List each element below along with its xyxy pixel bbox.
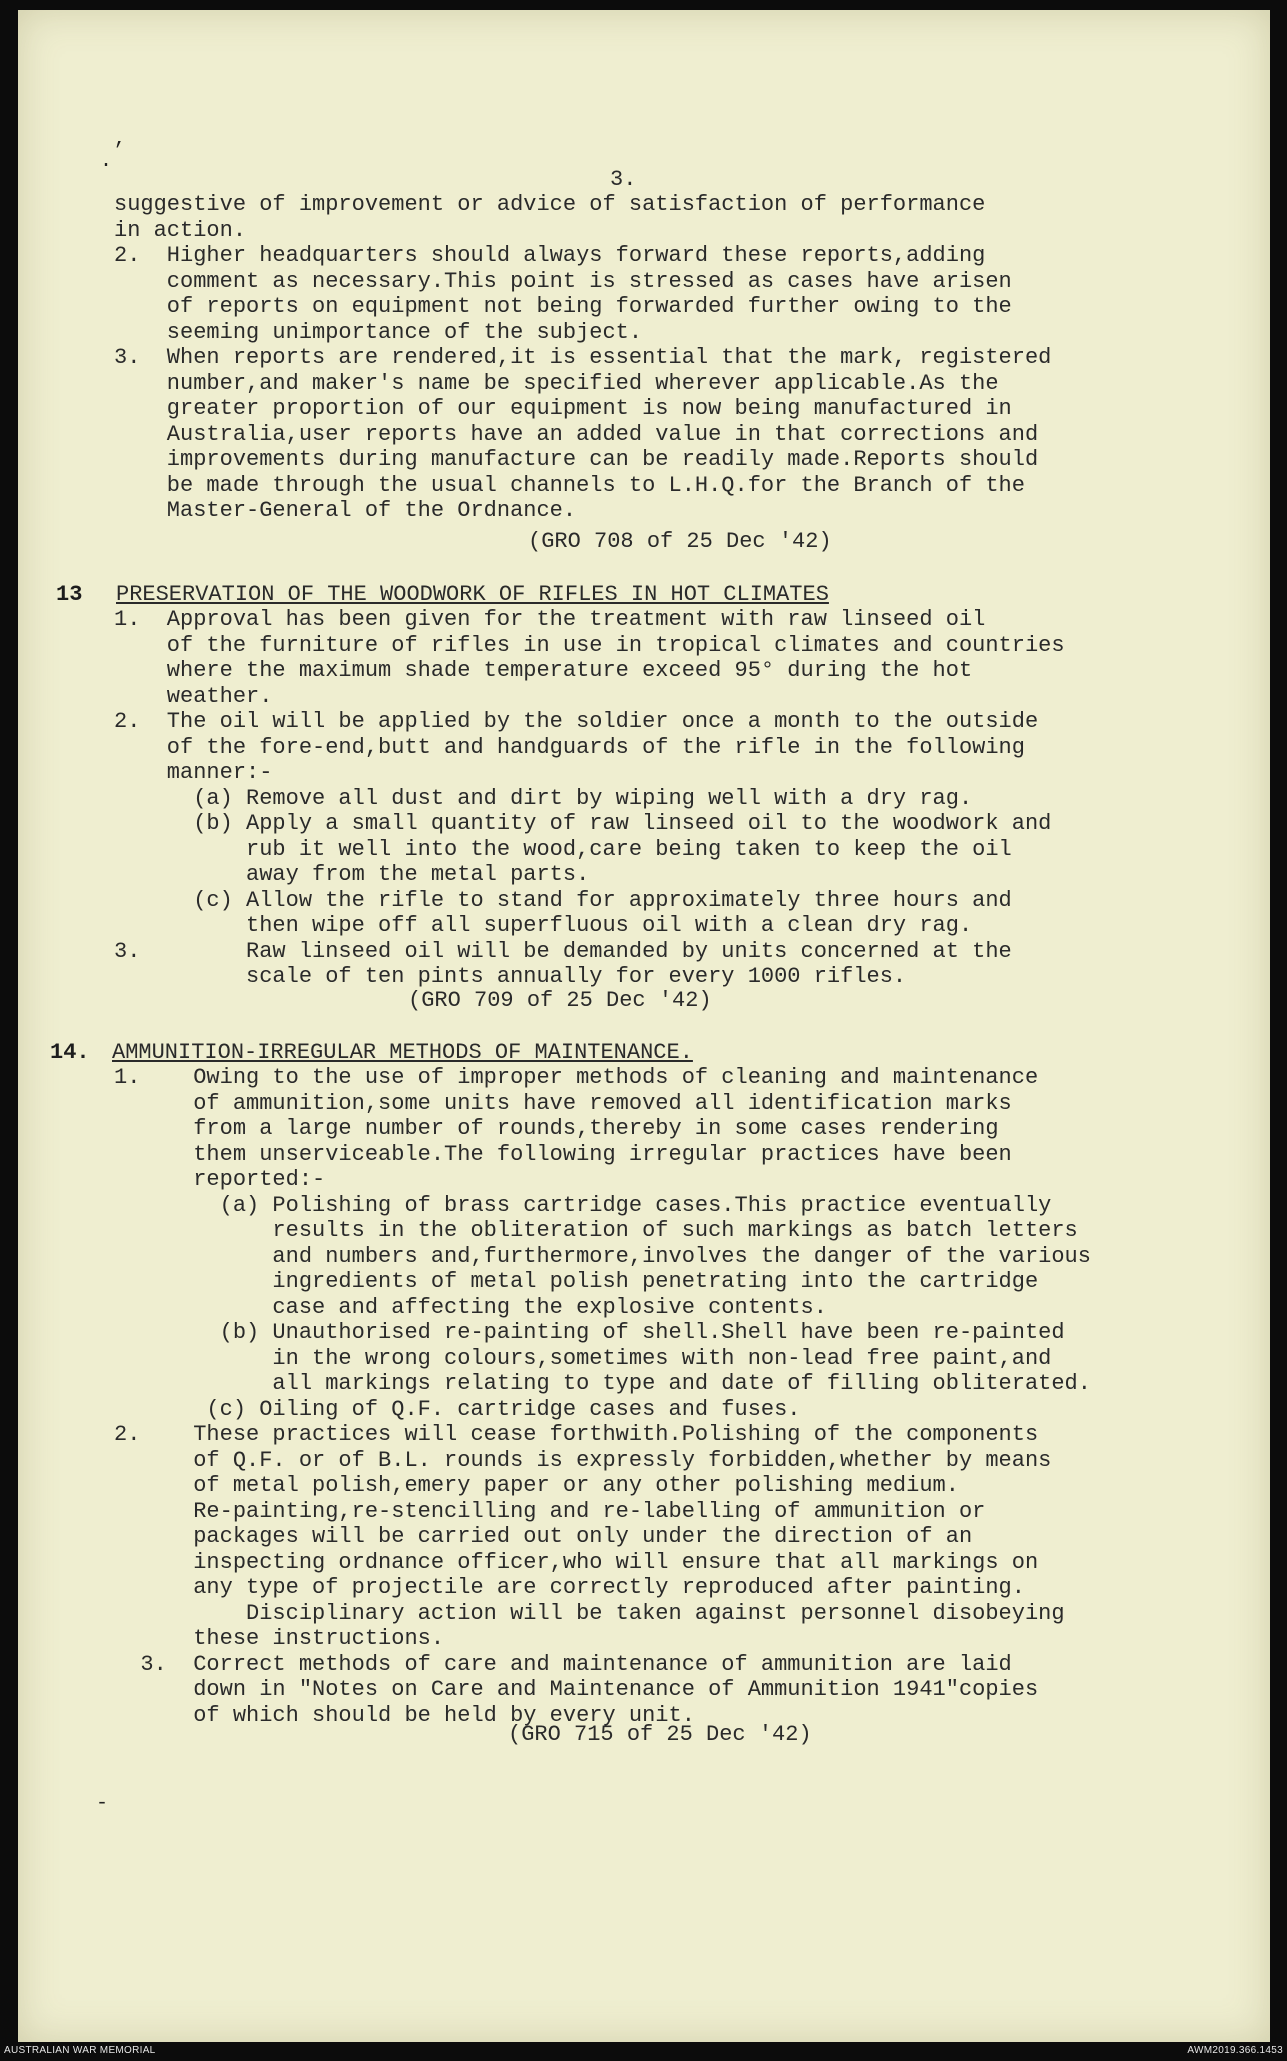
text-line: scale of ten pints annually for every 1000 rifles. [114, 964, 907, 989]
text-line: inspecting ordnance officer,who will ensure that all markings on [114, 1549, 1039, 1575]
text-line: weather. [114, 683, 273, 709]
text-line: (c) Oiling of Q.F. cartridge cases and fuses. [114, 1396, 801, 1422]
text-line: 3. When reports are rendered,it is essential that the mark, registered [114, 345, 1052, 370]
text-line: 2. Higher headquarters should always forward these reports,adding [114, 243, 986, 268]
text-line: (a) Remove all dust and dirt by wiping well with a dry rag. [114, 785, 973, 811]
text-line: number,and maker's name be specified wherever applicable.As the [114, 370, 999, 396]
text-line: comment as necessary.This point is stressed as cases have arisen [114, 268, 1012, 294]
text-line: Australia,user reports have an added value in that corrections and [114, 421, 1039, 447]
text-line: (c) Allow the rifle to stand for approximately three hours and [114, 887, 1012, 913]
gro-reference: (GRO 715 of 25 Dec '42) [508, 1722, 812, 1747]
text-line: case and affecting the explosive contents. [114, 1294, 827, 1320]
text-line: and numbers and,furthermore,involves the danger of the various [114, 1243, 1091, 1269]
text-line: away from the metal parts. [114, 862, 590, 887]
margin-mark: . [100, 150, 113, 173]
text-line: in action. [114, 217, 247, 243]
text-line: of which should be held by every unit. [114, 1702, 695, 1728]
text-line: 2. These practices will cease forthwith.Polishing of the components [114, 1422, 1039, 1447]
archive-id: AWM2019.366.1453 [1187, 2045, 1283, 2056]
text-line: (b) Apply a small quantity of raw linseed oil to the woodwork and [114, 811, 1052, 836]
text-line: of ammunition,some units have removed all identification marks [114, 1090, 1012, 1116]
text-line: suggestive of improvement or advice of satisfaction of performance [114, 192, 986, 217]
text-line: results in the obliteration of such markings as batch letters [114, 1218, 1078, 1243]
gro-reference: (GRO 709 of 25 Dec '42) [408, 988, 712, 1013]
text-line: Disciplinary action will be taken against personnel disobeying [114, 1600, 1065, 1626]
text-line: rub it well into the wood,care being taken to keep the oil [114, 836, 1012, 862]
text-line: ingredients of metal polish penetrating into the cartridge [114, 1269, 1039, 1294]
text-line: of reports on equipment not being forwarded further owing to the [114, 294, 1012, 319]
text-line: of the fore-end,butt and handguards of the rifle in the following [114, 734, 1025, 760]
text-line: of metal polish,emery paper or any other polishing medium. [114, 1473, 959, 1498]
margin-mark: , [114, 128, 127, 151]
text-line: Master-General of the Ordnance. [114, 498, 577, 523]
text-line: 3. Raw linseed oil will be demanded by units concerned at the [114, 938, 1012, 964]
text-line: (a) Polishing of brass cartridge cases.This practice eventually [114, 1192, 1052, 1218]
text-line: 2. The oil will be applied by the soldier once a month to the outside [114, 709, 1039, 734]
text-line: greater proportion of our equipment is now being manufactured in [114, 396, 1012, 421]
text-line: improvements during manufacture can be readily made.Reports should [114, 447, 1039, 472]
text-line: manner:- [114, 760, 273, 785]
document-page [18, 10, 1270, 2042]
section-number: 14. [50, 1040, 90, 1065]
section-title: AMMUNITION-IRREGULAR METHODS OF MAINTENANCE. [112, 1040, 693, 1065]
text-line: packages will be carried out only under the direction of an [114, 1524, 973, 1549]
text-line: of Q.F. or of B.L. rounds is expressly forbidden,whether by means [114, 1447, 1052, 1473]
page-number: 3. [610, 167, 637, 192]
margin-mark: - [96, 1792, 109, 1815]
text-line: these instructions. [114, 1626, 445, 1651]
text-line: any type of projectile are correctly reproduced after painting. [114, 1575, 1025, 1600]
text-line: in the wrong colours,sometimes with non-lead free paint,and [114, 1345, 1052, 1371]
section-number: 13 [56, 582, 83, 607]
archive-label: AUSTRALIAN WAR MEMORIAL [4, 2045, 156, 2056]
text-line: all markings relating to type and date of filling obliterated. [114, 1371, 1091, 1396]
typed-text [50, 10, 1248, 1747]
text-line: (b) Unauthorised re-painting of shell.Shell have been re-painted [114, 1320, 1065, 1345]
text-line: be made through the usual channels to L.H.Q.for the Branch of the [114, 472, 1025, 498]
text-line: Re-painting,re-stencilling and re-labelling of ammunition or [114, 1498, 986, 1524]
text-line: from a large number of rounds,thereby in some cases rendering [114, 1116, 999, 1141]
text-line: 1. Owing to the use of improper methods of cleaning and maintenance [114, 1065, 1039, 1090]
text-line: down in "Notes on Care and Maintenance of Ammunition 1941"copies [114, 1677, 1039, 1702]
text-line: 3. Correct methods of care and maintenance of ammunition are laid [114, 1651, 1012, 1677]
gro-reference: (GRO 708 of 25 Dec '42) [528, 529, 832, 554]
text-line: 1. Approval has been given for the treatment with raw linseed oil [114, 607, 986, 632]
section-title: PRESERVATION OF THE WOODWORK OF RIFLES IN HOT CLIMATES [116, 582, 829, 607]
text-line: of the furniture of rifles in use in tropical climates and countries [114, 632, 1065, 658]
text-line: them unserviceable.The following irregular practices have been [114, 1141, 1012, 1167]
text-line: seeming unimportance of the subject. [114, 319, 643, 345]
text-line: reported:- [114, 1167, 326, 1192]
text-line: where the maximum shade temperature exceed 95° during the hot [114, 658, 973, 683]
text-line: then wipe off all superfluous oil with a clean dry rag. [114, 913, 973, 938]
